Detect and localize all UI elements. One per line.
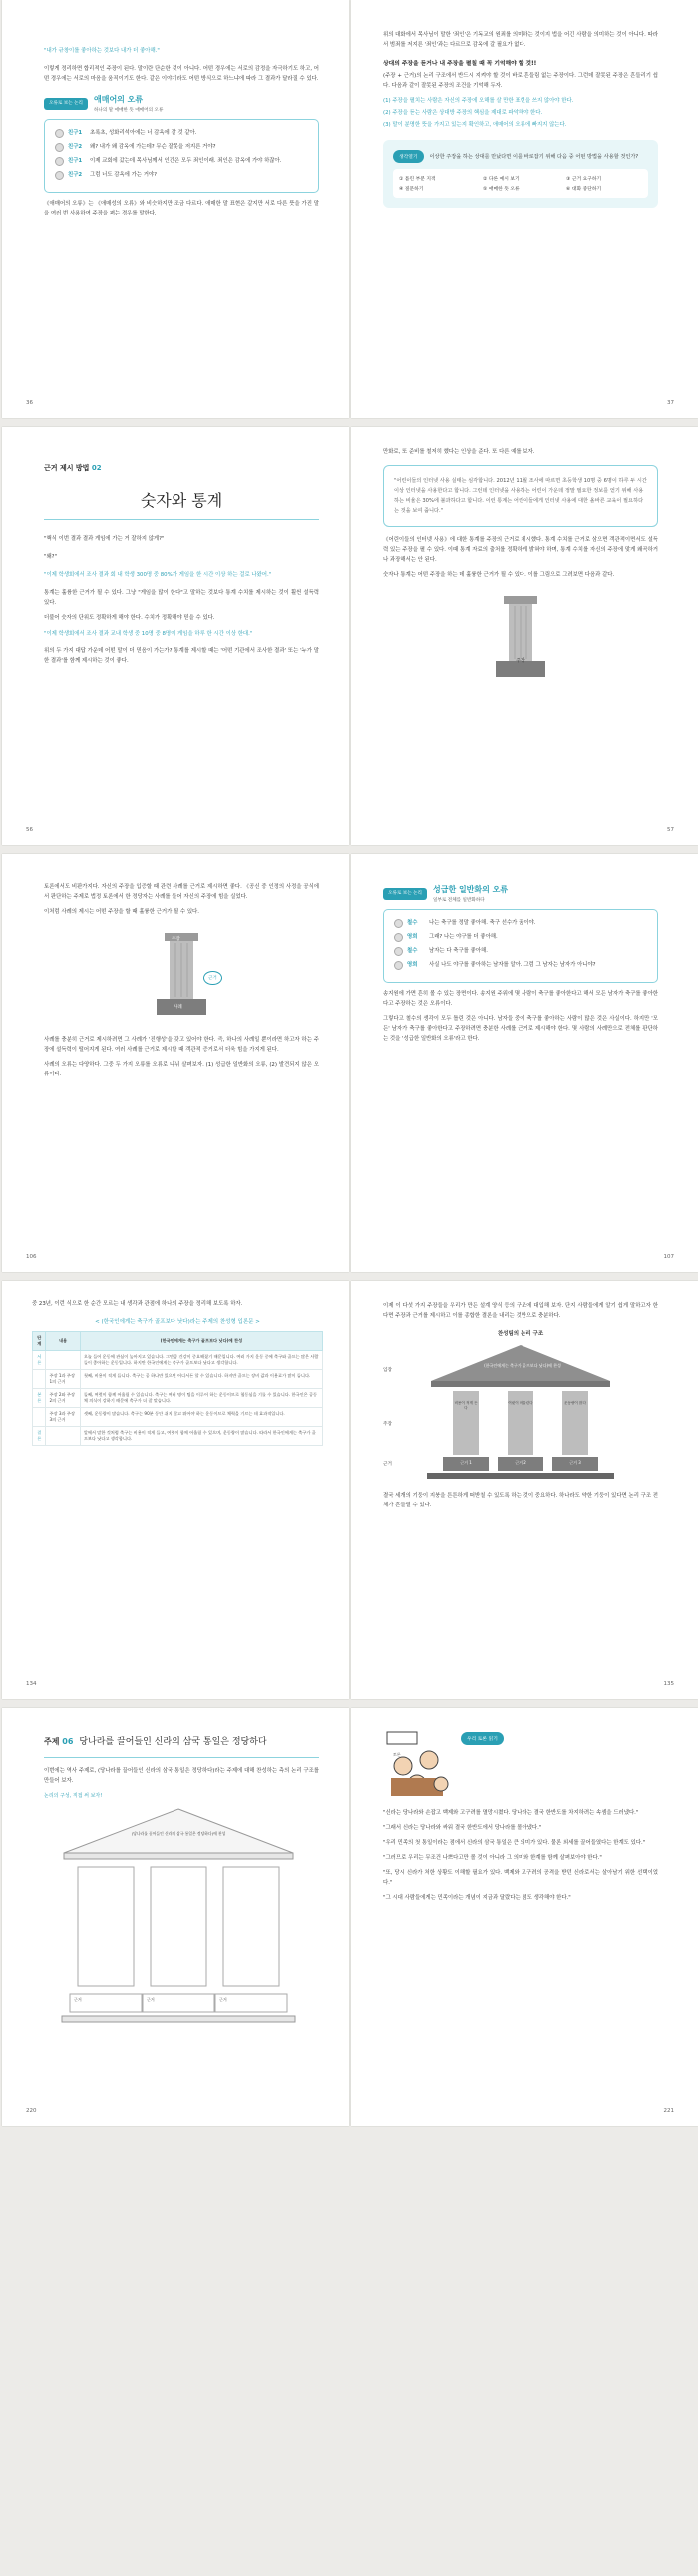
paragraph: 위의 대화에서 목사님이 말한 '죄인'은 기독교의 원죄를 의미하는 것이지 법을 어긴 사람을 의미하는 것이 아니다. 따라서 범죄를 저지른 '죄인'과는 다르므로 감옥에 갈 필요가 없다. [383,32,658,48]
page-title: 당나라를 끌어들인 신라의 삼국 통일은 정당하다 [79,1737,267,1747]
topic-number: 06 [62,1737,74,1746]
paragraph: 통계는 훌륭한 근거가 될 수 있다. 그냥 "게임을 많이 한다"고 말하는 것보다 통계 수치를 제시하는 것이 훨씬 설득력 있다. [44,590,319,606]
quiz-options [393,169,648,198]
quote: "이제 학생회에서 조사 결과 교내 학생 중 10명 중 8명이 게임을 하루 한 시간 이상 한대." [44,631,253,637]
page-number: 220 [26,2108,37,2114]
fallacy-header [383,884,658,903]
reading-title: 우리 토론 읽기 [461,1732,504,1745]
page-number: 134 [26,1681,37,1687]
pillar-top-label: 주장 [172,937,180,942]
table-title: < (한국인에게는 축구가 골프보다 낫다)라는 주제의 찬성형 입론문 > [95,1319,260,1325]
fallacy-header [44,94,319,113]
fallacy-title: 애매어의 오류 [93,95,144,104]
page-title: 숫자와 통계 [44,488,319,520]
table-header: (한국인에게는 축구가 골프보다 낫다)에 찬성 [80,1332,322,1351]
paragraph: 《애매어의 오류》는 《애매성의 오류》와 비슷하지만 조금 다르다. 애매한 말 표현은 같지만 서로 다른 뜻을 가진 말을 여러 번 사용하여 주장을 펴는 경우를 말한다. [44,201,319,216]
diagram-title: 찬성팀의 논리 구조 [497,1331,544,1337]
list-item: (1) 주장을 펼치는 사람은 자신의 주장에 오해를 살 만한 표현을 쓰지 않아야 한다. [383,98,574,104]
page-37 [351,0,698,418]
page-number: 106 [26,1254,37,1260]
pillar-base-label: 사례 [174,1005,182,1010]
fallacy-subtitle: 일부로 전체를 일반화하다 [432,898,485,903]
pillar-diagram [44,931,319,1021]
paragraph: 이번에는 역사 주제로, (당나라를 끌어들인 신라의 삼국 통일은 정당하다)라는 주제에 대해 찬성하는 측의 논리 구조를 만들어 보자. [44,1768,319,1784]
page-number: 57 [667,827,674,833]
quiz-box [383,140,658,208]
fallacy-title: 성급한 일반화의 오류 [432,885,509,894]
avatar-icon [55,171,64,180]
pillar-top-label: 주장 [516,658,525,664]
page-number: 221 [663,2108,674,2114]
roof-text: (한국인에게는 축구가 골프보다 낫다)에 찬성 [484,1363,561,1368]
avatar-icon [394,961,403,970]
base-label: 근거 2 [515,1460,526,1465]
quiz-option[interactable]: ⑥ 대화 중단하기 [566,187,602,192]
table-header: 내용 [46,1332,80,1351]
dialogue-line: 영희 사실 나도 야구를 좋아하는 남자를 알아. 그럼 그 남자는 남자가 아니야? [394,960,647,970]
quote: "이제 학생회에서 조사 결과 회 내 학생 300명 중 80%가 게임을 한 시간 이상 하는 걸로 나왔어." [44,572,272,578]
paragraph: "그 시대 사람들에게는 민족이라는 개념이 지금과 달랐다는 점도 생각해야 한다." [383,1895,571,1901]
quiz-option[interactable]: ④ 질문하기 [399,187,424,192]
quote: "내가 규창이를 좋아하는 것보다 내가 더 좋아해." [44,48,160,54]
fallacy-tag: 오류로 보는 논리 [44,98,88,110]
reading-header [383,1726,658,1802]
dialogue-line: 친구2 그럼 너도 감옥에 가는 거야? [55,170,308,180]
page-221 [351,1708,698,2126]
paragraph: 송지원에 가면 흔히 볼 수 있는 장면이다. 송지원 주위에 몇 사람이 축구를 좋아한다고 해서 모든 남자가 축구를 좋아한다고 주장하는 것은 오류이다. [383,991,658,1007]
paragraph: 이처럼 사례의 제시는 어떤 주장을 할 때 훌륭한 근거가 될 수 있다. [44,909,199,915]
list-item: (3) 말이 분명한 뜻을 가지고 있는지 확인하고, 애매어의 오류에 빠지지 않는다. [383,122,567,128]
page-135 [351,1281,698,1699]
dialogue-box [44,119,319,193]
paragraph: "그러므로 우리는 무조건 나쁘다고만 볼 것이 아니라 그 의미와 한계를 함께 살펴보아야 한다." [383,1855,602,1861]
dialogue-line: 철수 나는 축구를 정말 좋아해. 축구 선수가 꿈이야. [394,918,647,928]
page-36 [2,0,349,418]
page-220 [2,1708,349,2126]
quiz-option[interactable]: ① 틀린 부분 지적 [399,177,436,182]
pillar-label: 운동량이 많다 [564,1401,586,1405]
page-134 [2,1281,349,1699]
pillar-icon [486,594,555,683]
sub-heading: 논리의 구성, 직접 써 보자! [44,1793,103,1799]
paragraph: 중 23년, 이런 식으로 한 순간 모르는 내 생각과 관점에 하나의 주장을 정리해 보도록 하자. [32,1301,243,1307]
page-106 [2,854,349,1272]
table-row: 주장 3과 주장 3의 근거 셋째, 운동량이 많습니다. 축구는 90분 동안 쉬지 않고 뛰어야 하는 운동이므로 체력을 기르는 데 효과적입니다. [33,1408,323,1427]
page-number: 107 [663,1254,674,1260]
section-heading: 상대의 주장을 듣거나 내 주장을 펼칠 때 꼭 기억해야 할 것!! [383,61,537,67]
avatar-icon [394,947,403,956]
paragraph: 이제 이 다섯 가지 주장들을 우리가 만든 설계 양식 등의 구조에 대입해 보자. 단지 사람들에게 알기 쉽게 말하고자 한다면 주장과 근거를 제시하고 이를 종합한 결론을 내리는 것만으로 충분하다. [383,1303,658,1319]
fallacy-subtitle: 하나의 말 애매한 뜻 애매어의 오류 [93,108,164,113]
paragraph: 토론에서도 비판가지다. 자신의 주장을 입증할 때 관련 사례를 근거로 제시하면 좋다. 《공신 중 인정의 사정을 공식에서 판단하는 주제로 법정 토론에서 한 정당자는 사례를 들어 자신의 주장에 힘을 실었다. [44,884,319,900]
quote: "핵식 이번 결과 결과 게임에 가는 거 잘하지 않게?" [44,536,165,542]
paragraph: 위의 두 가지 대답 가운데 어떤 말이 더 믿음이 가는가? 통계를 제시할 때는 '어떤 기관에서 조사한 결과' 또는 '누가 말한 결과'를 함께 제시하는 것이 좋다. [44,648,319,664]
page-number: 56 [26,827,33,833]
section-label: 근거 제시 방법 02 [44,464,102,472]
table-header: 단계 [33,1332,46,1351]
dialogue-box [383,909,658,983]
pillar-diagram [383,594,658,683]
table-row: 본론 주장 2와 주장 2의 근거 둘째, 여럿이 함께 어울릴 수 있습니다. 축구는 여러 명이 팀을 이루어 하는 운동이므로 협동심을 기를 수 있습니다. 한국인은 공동체 의식이 강하기 때문에 축구가 더 잘 맞습니다. [33,1389,323,1408]
base-label: 근거 1 [460,1460,472,1465]
paragraph: "또, 당시 신라가 처한 상황도 이해할 필요가 있다. 백제와 고구려의 공격을 받던 신라로서는 살아남기 위한 선택이었다." [383,1870,658,1886]
dialogue-line: 영희 그래? 나는 야구를 더 좋아해. [394,932,647,942]
paragraph: "신라는 당나라와 손잡고 백제와 고구려를 멸망시켰다. 당나라는 결국 한반도를 차지하려는 속셈을 드러냈다." [383,1810,639,1816]
avatar-icon [55,157,64,166]
paragraph: 만화로, 또 준비를 철저히 했다는 인상을 준다. 또 다른 예를 보자. [383,449,535,455]
page-number: 36 [26,400,33,406]
quiz-option[interactable]: ③ 근거 요구하기 [566,177,602,182]
debate-illustration-icon [383,1726,453,1802]
callout-box: "어린이들의 인터넷 사용 실태는 심각합니다. 2012년 11월 조사에 따르면 초등학생 10명 중 6명이 하루 두 시간 이상 인터넷을 사용한다고 합니다. 그런데 인터넷을 사용하는 어린이 가운데 정말 필요한 정보를 얻기 위해 사용하는 비율은 30%에 불과하다고 합니다. 이런 통계는 어린이들에게 인터넷 사용에 대한 올바른 교육이 필요하다는 것을 보여 줍니다." [383,465,658,527]
dialogue-line: 철수 남자는 다 축구를 좋아해. [394,946,647,956]
page-107 [351,854,698,1272]
page-56 [2,427,349,845]
paragraph: 결국 세개의 기둥이 지붕을 튼튼하게 떠받칠 수 있도록 하는 것이 중요하다. 하나라도 약한 기둥이 있다면 논리 구조 전체가 흔들릴 수 있다. [383,1493,658,1508]
badge-label: 토론 [393,1752,401,1757]
avatar-icon [394,919,403,928]
paragraph: 사례의 오류는 다양하다. 그중 두 가지 오류를 오류로 나뉘 살펴보자. (1) 성급한 일반화의 오류, (2) 발견되지 않은 오류이다. [44,1062,319,1077]
ground-side-label: 근거 [383,1462,392,1467]
worksheet-diagram [44,1805,319,2034]
pillar-label: 비용이 적게 든다 [454,1401,478,1410]
paragraph: "우리 민족의 첫 통일이라는 점에서 신라의 삼국 통일은 큰 의미가 있다. 물론 외세를 끌어들였다는 한계도 있다." [383,1840,646,1846]
table-row: 결론 앞에서 말한 것처럼 축구는 비용이 적게 들고, 여럿이 함께 어울릴 수 있으며, 운동량이 많습니다. 따라서 한국인에게는 축구가 골프보다 낫다고 생각합니다. [33,1427,323,1446]
avatar-icon [55,129,64,138]
base-label: 근거 [219,1997,227,2002]
paragraph: 사례를 충분히 근거로 제시하려면 그 사례가 '진행성'을 갖고 있어야 한다. 즉, 하나의 사례일 뿐이라면 하고자 하는 주장에 설득력이 떨어지게 된다. 여러 사례를 근거로 제시할 때 객관적 증거로서 더욱 힘을 가지게 된다. [44,1037,319,1053]
pillar-base-label: 숫자와 통계 [508,689,533,695]
avatar-icon [394,933,403,942]
roof-text: (당나라를 끌어들인 신라의 삼국 통일은 정당하다)에 찬성 [131,1831,226,1836]
paragraph: 숫자나 통계는 어떤 주장을 하는 데 훌륭한 근거가 될 수 있다. 이를 그림으로 그려보면 다음과 같다. [383,572,615,578]
paragraph: (주장 + 근거)의 논리 구조에서 반드시 지켜야 할 것이 바로 흔들림 없는 주장이다. 그런데 잘못된 주장은 흔들리기 쉽다. 다음과 같이 잘못된 주장의 조건을 기억해 두자. [383,73,658,89]
paragraph: 더불어 숫자의 단위도 정확하게 해야 한다. 수치가 정확해야 믿을 수 있다. [44,615,215,621]
quiz-option[interactable]: ⑤ 애매한 뜻 오류 [483,187,520,192]
list-item: (2) 주장을 듣는 사람은 상대방 주장의 핵심을 제대로 파악해야 한다. [383,110,543,116]
page-number: 135 [663,1681,674,1687]
claim-side-label: 주장 [383,1422,392,1427]
page-57 [351,427,698,845]
topic-label: 주제 [44,1737,60,1746]
page-number: 37 [667,400,674,406]
quiz-question: 이상한 주장을 하는 상대를 만났다면 이를 바로잡기 위해 다음 중 어떤 방법을 사용할 것인가? [429,154,639,160]
temple-diagram [383,1341,658,1491]
base-label: 근거 3 [569,1460,581,1465]
pillar-side-label: 근거 [203,971,222,985]
worksheet-temple-icon [44,1805,313,2034]
paragraph: 이렇게 정리하면 합리적인 주장이 된다. 말이란 단순한 것이 아니다. 어떤 경우에는 서로의 감정을 자극하기도 하고, 어떤 경우에는 서로의 마음을 움직이기도 한다. 같은 이야기라도 어떤 방식으로 하느냐에 따라 그 결과가 달라질 수 있다. [44,66,319,82]
dialogue-line: 친구2 왜? 내가 왜 감옥에 가는데? 무슨 잘못을 저지른 거야? [55,142,308,152]
argument-table [32,1331,323,1446]
topic-header [44,1736,319,1749]
quiz-option[interactable]: ② 다른 예시 보기 [483,177,520,182]
base-label: 근거 [74,1997,82,2002]
paragraph: 그렇다고 철수의 생각이 모두 틀린 것은 아니다. 남자들 중에 축구를 좋아하는 사람이 많은 것은 사실이다. 하지만 '모든' 남자가 축구를 좋아한다고 주장하려면 충분한 사례를 근거로 제시해야 한다. 몇 사람의 사례만으로 전체를 판단하는 것을 '성급한 일반화의 오류'라고 한다. [383,1016,658,1042]
table-row: 주장 1과 주장 1의 근거 첫째, 비용이 적게 듭니다. 축구는 공 하나만 있으면 어디서든 할 수 있습니다. 하지만 골프는 장비 값과 이용료가 많이 듭니다. [33,1370,323,1389]
base-label: 근거 [147,1997,155,2002]
dialogue-line: 친구1 이제 교회에 갔는데 목사님께서 인간은 모두 죄인이래. 죄인은 감옥에 가야 하잖아. [55,156,308,166]
paragraph: "그래서 신라는 당나라와 싸워 결국 한반도에서 당나라를 몰아냈다." [383,1825,542,1831]
avatar-icon [55,143,64,152]
roof-side-label: 입장 [383,1368,392,1373]
fallacy-tag: 오류로 보는 논리 [383,888,427,900]
table-row: 서론 오늘 들어 운동에 관심이 높아지고 있습니다. 그만큼 건강이 중요해졌기 때문입니다. 여러 가지 운동 중에 축구와 골프는 많은 사람들이 좋아하는 운동입니다. 하지만 한국인에게는 축구가 골프보다 낫다고 생각합니다. [33,1351,323,1370]
pillar-label: 여럿이 어울린다 [508,1401,533,1405]
dialogue-line: 친구1 초록초, 성화리석아에는 너 감옥에 갈 것 같아. [55,128,308,138]
quiz-chip: 생각열기 [393,150,424,163]
quote: "왜?" [44,554,58,560]
paragraph: 《어린이들의 인터넷 사용》에 대한 통계를 주장의 근거로 제시했다. 통계 수치를 근거로 삼으면 객관적이면서도 설득력 있는 주장을 펼 수 있다. 이때 통계 자료의 출처를 정확하게 밝혀야 하며, 통계 수치를 자신의 주장에 맞게 왜곡하거나 과장해서는 안 된다. [383,537,658,563]
